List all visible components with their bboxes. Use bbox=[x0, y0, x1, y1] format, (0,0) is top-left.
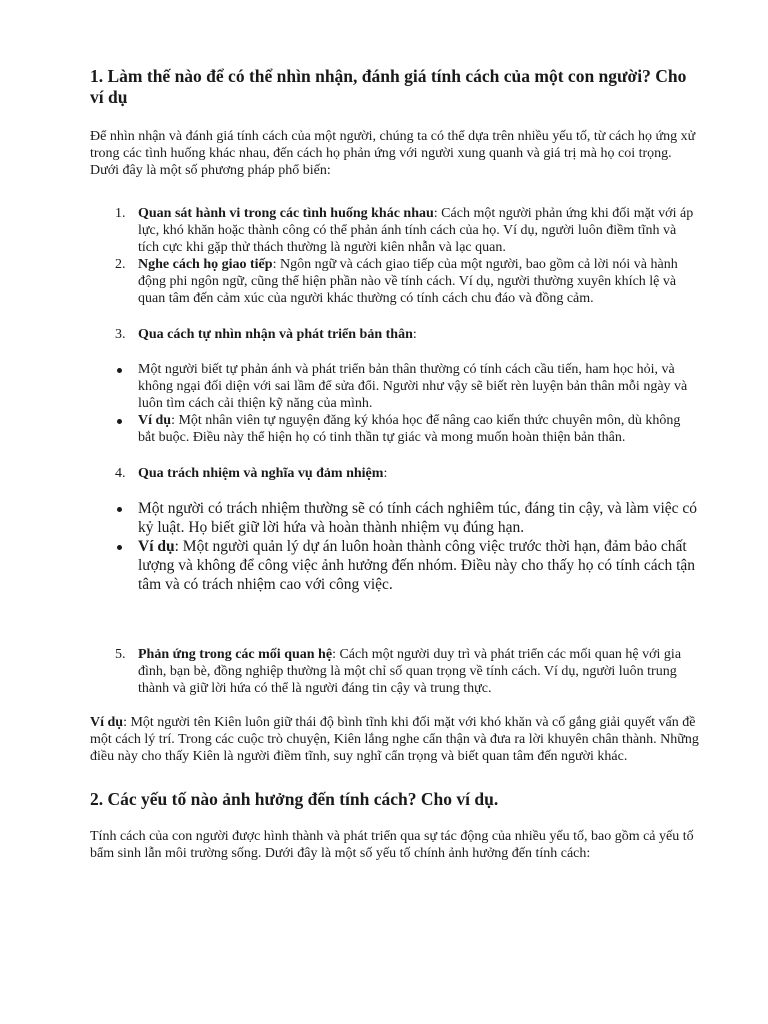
bullet-text: : Một nhân viên tự nguyện đăng ký khóa học để nâng cao kiến thức chuyên môn, dù không bắt buộc. Điều này thể hiện họ có tinh thần tự giác và mong muốn hoàn thiện bản thân. bbox=[138, 413, 681, 445]
bullet-label: Ví dụ bbox=[138, 413, 172, 428]
list-number: 3. bbox=[115, 327, 126, 342]
example-paragraph bbox=[90, 714, 700, 765]
list-item-text: : Ngôn ngữ và cách giao tiếp của một người, bao gồm cả lời nói và hành động phi ngôn ngữ, cũng thể hiện phần nào về tính cách. Ví dụ, người thường xuyên khích lệ và quan tâm đến cảm xúc của người khác thường có tính cách chu đáo và đồng cảm. bbox=[138, 257, 678, 306]
item-3-bullets bbox=[90, 361, 700, 446]
list-item-text: : bbox=[412, 327, 417, 342]
bullet-item bbox=[90, 499, 700, 537]
bullet-icon bbox=[117, 545, 122, 550]
bullet-text: Một người có trách nhiệm thường sẽ có tính cách nghiêm túc, đáng tin cậy, và làm việc có kỷ luật. Họ biết giữ lời hứa và hoàn thành nhiệm vụ đúng hạn. bbox=[138, 500, 698, 536]
example-text: : Một người tên Kiên luôn giữ thái độ bình tĩnh khi đối mặt với khó khăn và cố gắng giải quyết vấn đề một cách lý trí. Trong các cuộc trò chuyện, Kiên lắng nghe cẩn thận và đưa ra lời khuyên chân thành. Những điều này cho thấy Kiên là người điềm tĩnh, suy nghĩ cẩn trọng và biết quan tâm đến người khác. bbox=[90, 715, 699, 764]
section-2-intro: Tính cách của con người được hình thành và phát triển qua sự tác động của nhiều yếu tố, bao gồm cả yếu tố bẩm sinh lẫn môi trường sống. Dưới đây là một số yếu tố chính ảnh hưởng đến tính cách: bbox=[90, 829, 694, 861]
bullet-item bbox=[90, 412, 700, 446]
list-item-title: Nghe cách họ giao tiếp bbox=[138, 257, 273, 272]
list-item-text: : Cách một người duy trì và phát triển các mối quan hệ với gia đình, bạn bè, đồng nghiệp thường là một chỉ số quan trọng về tính cách. Ví dụ, người luôn trung thành và giữ lời hứa có thể là người đáng tin cậy và trung thực. bbox=[138, 647, 682, 696]
list-item-text: : Cách một người phản ứng khi đối mặt với áp lực, khó khăn hoặc thành công có thể phản ánh tính cách của họ. Ví dụ, người luôn điềm tĩnh và tích cực khi gặp thử thách thường là người kiên nhẫn và lạc quan. bbox=[138, 206, 694, 255]
section-1-intro: Để nhìn nhận và đánh giá tính cách của một người, chúng ta có thể dựa trên nhiều yếu tố, từ cách họ ứng xử trong các tình huống khác nhau, đến cách họ phản ứng với người xung quanh và giá trị mà họ coi trọng. Dưới đây là một số phương pháp phổ biến: bbox=[90, 129, 696, 178]
list-item-title: Quan sát hành vi trong các tình huống khác nhau bbox=[138, 206, 434, 221]
list-item-title: Qua cách tự nhìn nhận và phát triển bản thân bbox=[138, 327, 413, 342]
list-item-5 bbox=[90, 646, 700, 697]
list-number: 2. bbox=[115, 257, 126, 272]
bullet-icon bbox=[117, 419, 122, 424]
section-1-heading: 1. Làm thế nào để có thể nhìn nhận, đánh giá tính cách của một con người? Cho ví dụ bbox=[90, 66, 687, 107]
bullet-item bbox=[90, 537, 700, 594]
list-number: 1. bbox=[115, 206, 126, 221]
bullet-text: Một người biết tự phản ánh và phát triển bản thân thường có tính cách cầu tiến, ham học hỏi, và không ngại đối diện với sai lầm để sửa đổi. Người như vậy sẽ biết rèn luyện bản thân mỗi ngày và luôn tìm cách cải thiện kỹ năng của mình. bbox=[138, 362, 688, 411]
list-item-3 bbox=[90, 326, 700, 343]
list-item-1 bbox=[90, 205, 700, 256]
list-item-title: Phản ứng trong các mối quan hệ bbox=[138, 647, 333, 662]
method-list-1-2 bbox=[90, 205, 700, 307]
bullet-text: : Một người quản lý dự án luôn hoàn thành công việc trước thời hạn, đảm bảo chất lượng và không để công việc ảnh hưởng đến nhóm. Điều này cho thấy họ có tính cách tận tâm và có trách nhiệm cao với công việc. bbox=[138, 538, 696, 593]
list-number: 4. bbox=[115, 466, 126, 481]
list-item-2 bbox=[90, 256, 700, 307]
list-item-text: : bbox=[383, 466, 388, 481]
bullet-item bbox=[90, 361, 700, 412]
bullet-icon bbox=[117, 507, 122, 512]
item-4-bullets bbox=[90, 499, 700, 594]
list-number: 5. bbox=[115, 647, 126, 662]
list-item-4 bbox=[90, 465, 700, 482]
section-2-heading: 2. Các yếu tố nào ảnh hưởng đến tính cách? Cho ví dụ. bbox=[90, 789, 499, 809]
example-label: Ví dụ bbox=[90, 715, 124, 730]
bullet-icon bbox=[117, 368, 122, 373]
bullet-label: Ví dụ bbox=[138, 538, 175, 555]
document-page bbox=[90, 66, 700, 862]
list-item-title: Qua trách nhiệm và nghĩa vụ đảm nhiệm bbox=[138, 466, 384, 481]
